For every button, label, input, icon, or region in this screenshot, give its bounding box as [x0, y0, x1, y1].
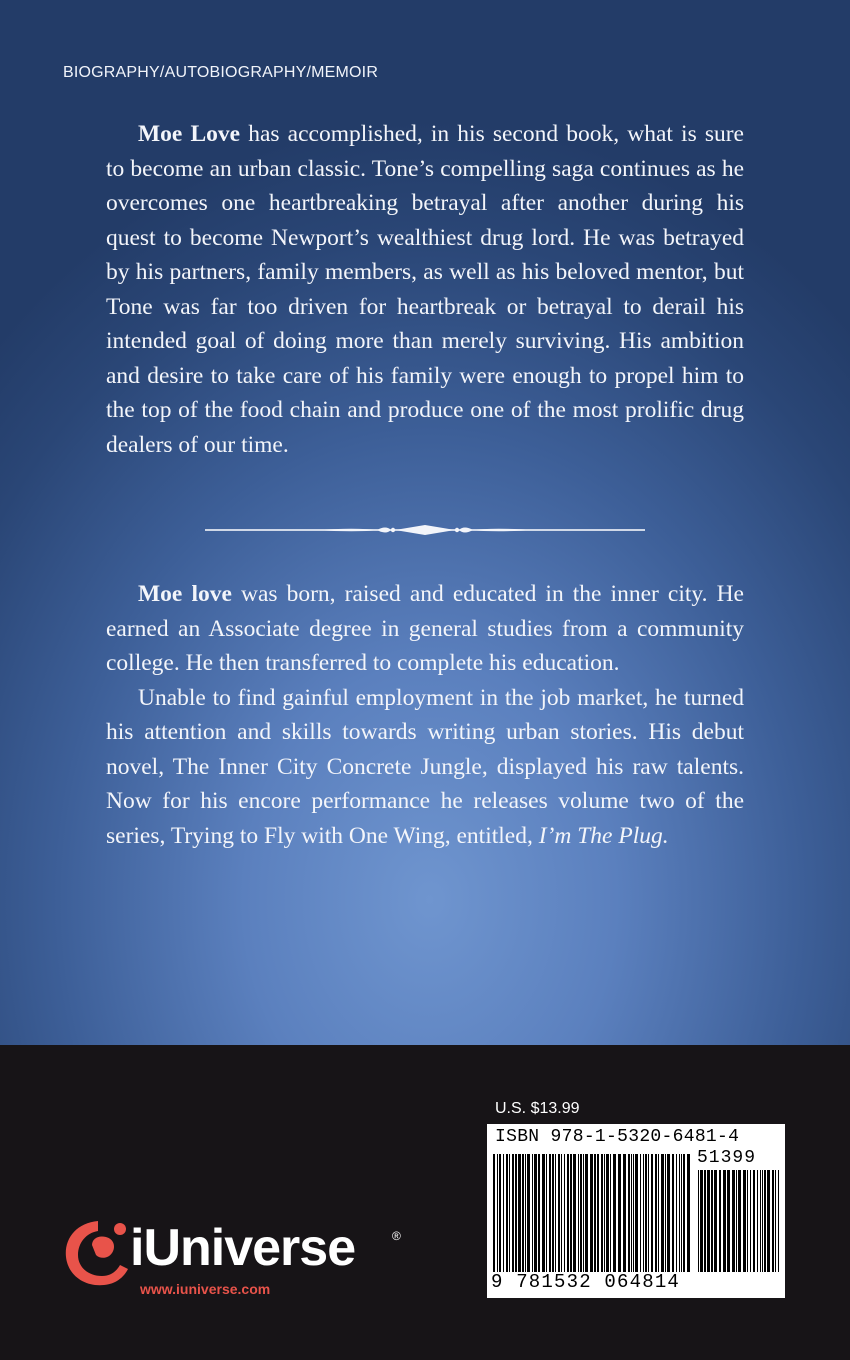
isbn-barcode: [487, 1124, 785, 1298]
ean-barcode-bars: [491, 1154, 691, 1272]
blurb-author-name: Moe Love: [138, 121, 241, 147]
bio-paragraph-1: [106, 577, 744, 681]
bio-text-2: Unable to find gainful employment in the job market, he turned his attention and skills towards writing urban stories. His debut novel, The Inner City Concrete Jungle, displayed his raw talents. Now for his encore performance he releases volume two of the series, Trying to Fly with One Wing, entitled,: [106, 684, 744, 849]
ean-digits: 9 781532 064814: [491, 1271, 681, 1293]
price-label: U.S. $13.99: [495, 1100, 580, 1117]
publisher-url: www.iuniverse.com: [140, 1281, 271, 1297]
category-label: BIOGRAPHY/AUTOBIOGRAPHY/MEMOIR: [63, 64, 379, 81]
bio-paragraph-2: [106, 681, 744, 854]
book-blurb: [106, 117, 744, 462]
bio-author-name: Moe love: [138, 581, 232, 607]
registered-mark: ®: [392, 1229, 401, 1243]
publisher-name: iUniverse: [130, 1219, 356, 1277]
blurb-paragraph: [106, 117, 744, 462]
iuniverse-swirl-icon: [62, 1215, 132, 1295]
barcode-price-code: 51399: [697, 1148, 757, 1168]
addon-barcode-bars: [696, 1170, 782, 1272]
bio-text-1: was born, raised and educated in the inner city. He earned an Associate degree in general studies from a community college. He then transferred to complete his education.: [106, 581, 744, 676]
publisher-logo: [62, 1215, 422, 1305]
book-title: I’m The Plug.: [538, 822, 669, 849]
ornamental-divider: [205, 520, 645, 540]
isbn-label: ISBN 978-1-5320-6481-4: [495, 1127, 740, 1147]
blurb-text: has accomplished, in his second book, what is sure to become an urban classic. Tone’s compelling saga continues as he overcomes one heartbreaking betrayal after another during his quest to become Newport’s wealthiest drug lord. He was betrayed by his partners, family members, as well as his beloved mentor, but Tone was far too driven for heartbreak or betrayal to derail his intended goal of doing more than merely surviving. His ambition and desire to take care of his family were enough to propel him to the top of the food chain and produce one of the most prolific drug dealers of our time.: [106, 121, 744, 458]
author-bio: [106, 577, 744, 853]
